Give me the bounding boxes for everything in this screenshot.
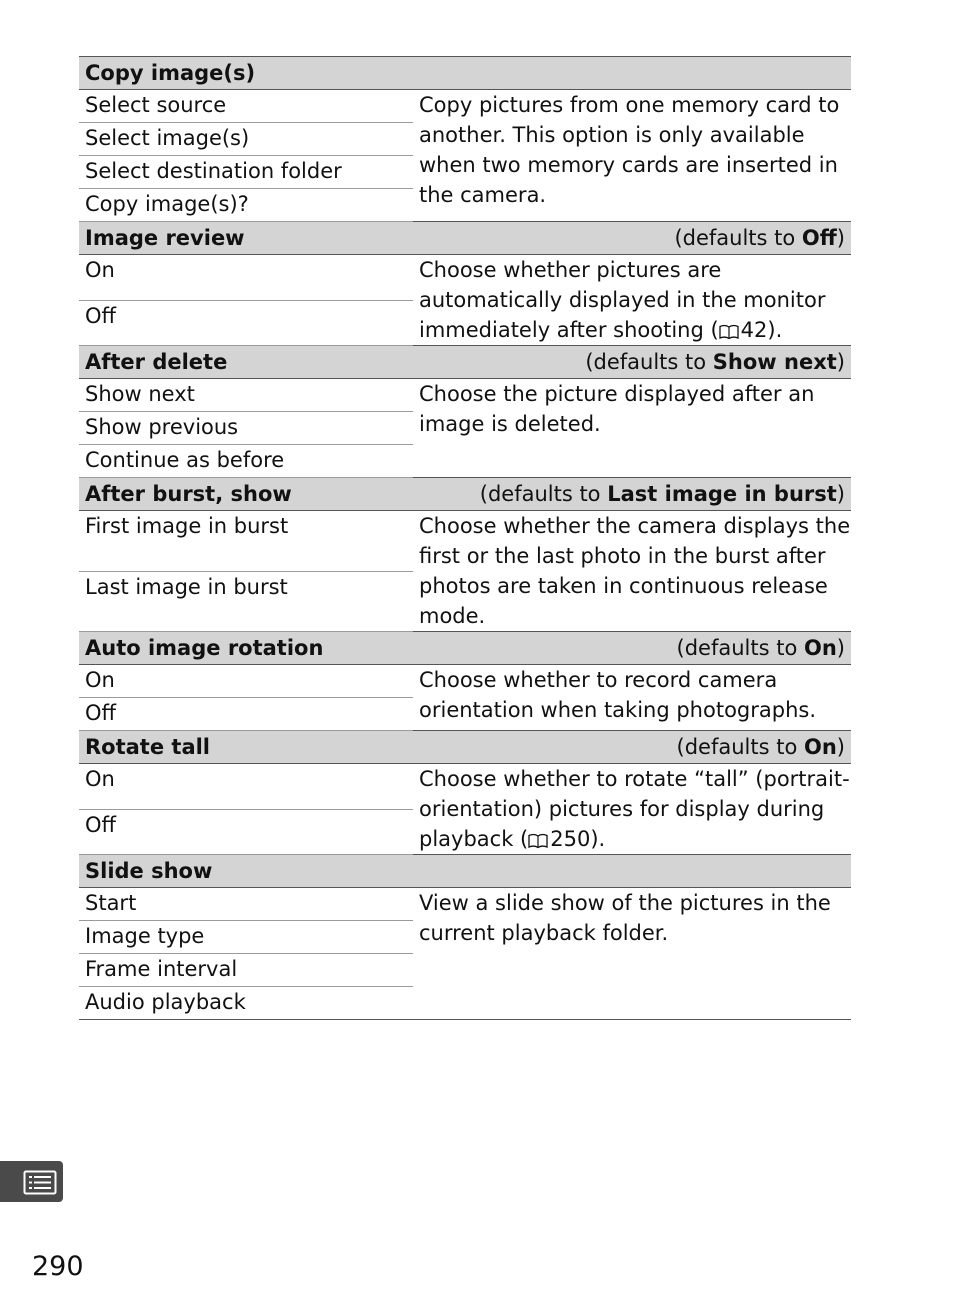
section-header-rotate-tall [79,731,851,764]
option-label: First image in burst [79,511,413,572]
option-label: Last image in burst [79,571,413,632]
option-description: View a slide show of the pictures in the current playback folder. [419,891,831,945]
option-label: On [79,764,413,810]
option-label: Show previous [79,412,413,445]
option-row [79,379,851,412]
option-label: Select image(s) [79,123,413,156]
section-title: Image review [79,222,413,255]
option-label: Continue as before [79,445,413,478]
option-label: Frame interval [79,954,413,987]
option-label: Image type [79,921,413,954]
book-reference-icon [528,833,548,849]
option-row [79,888,851,921]
option-description: Copy pictures from one memory card to another. This option is only available when two memory cards are inserted in the camera. [419,93,840,207]
option-label: Copy image(s)? [79,189,413,222]
section-title: After delete [79,346,413,379]
option-label: Start [79,888,413,921]
section-default: (defaults to On) [413,632,851,665]
option-label: On [79,665,413,698]
section-default [413,855,851,888]
default-value: Off [801,226,837,250]
page-number: 290 [32,1251,84,1282]
option-row [79,90,851,123]
option-label: Audio playback [79,987,413,1020]
playback-menu-tab [0,1161,63,1202]
book-reference-icon [719,324,739,340]
default-value: Show next [712,350,837,374]
option-row [79,665,851,698]
section-header-image-review [79,222,851,255]
section-default: (defaults to Show next) [413,346,851,379]
option-row [79,511,851,572]
option-label: Off [79,809,413,855]
option-description: Choose the picture displayed after an image is deleted. [419,382,815,436]
section-header-slide-show [79,855,851,888]
section-default: (defaults to Off) [413,222,851,255]
option-label: Off [79,698,413,731]
default-value: Last image in burst [607,482,837,506]
option-label: Select source [79,90,413,123]
option-label: Off [79,300,413,346]
page-reference: 250 [550,827,591,851]
section-default [413,57,851,90]
option-label: Show next [79,379,413,412]
section-title: After burst, show [79,478,413,511]
section-header-copy-images [79,57,851,90]
default-value: On [803,735,837,759]
playback-menu-table [79,56,851,1020]
page-reference: 42 [740,318,768,342]
section-title: Slide show [79,855,413,888]
option-row [79,255,851,301]
section-title: Rotate tall [79,731,413,764]
option-description: Choose whether to record camera orientation when taking photographs. [419,668,817,722]
option-description: Choose whether the camera displays the first or the last photo in the burst after photos are taken in continuous release mode. [419,514,851,628]
option-label: On [79,255,413,301]
section-default: (defaults to On) [413,731,851,764]
section-header-auto-image-rotation [79,632,851,665]
section-header-after-burst-show [79,478,851,511]
playback-menu-icon [23,1170,57,1195]
section-title: Copy image(s) [79,57,413,90]
option-label: Select destination folder [79,156,413,189]
section-header-after-delete [79,346,851,379]
option-description: Choose whether to rotate “tall” (portrait-orientation) pictures for display during playback ( 250). [419,767,850,851]
default-value: On [803,636,837,660]
table-bottom-rule [79,1019,851,1020]
section-default: (defaults to Last image in burst) [413,478,851,511]
section-title: Auto image rotation [79,632,413,665]
option-description: Choose whether pictures are automatically displayed in the monitor immediately after shooting ( 42). [419,258,826,342]
option-row [79,764,851,810]
